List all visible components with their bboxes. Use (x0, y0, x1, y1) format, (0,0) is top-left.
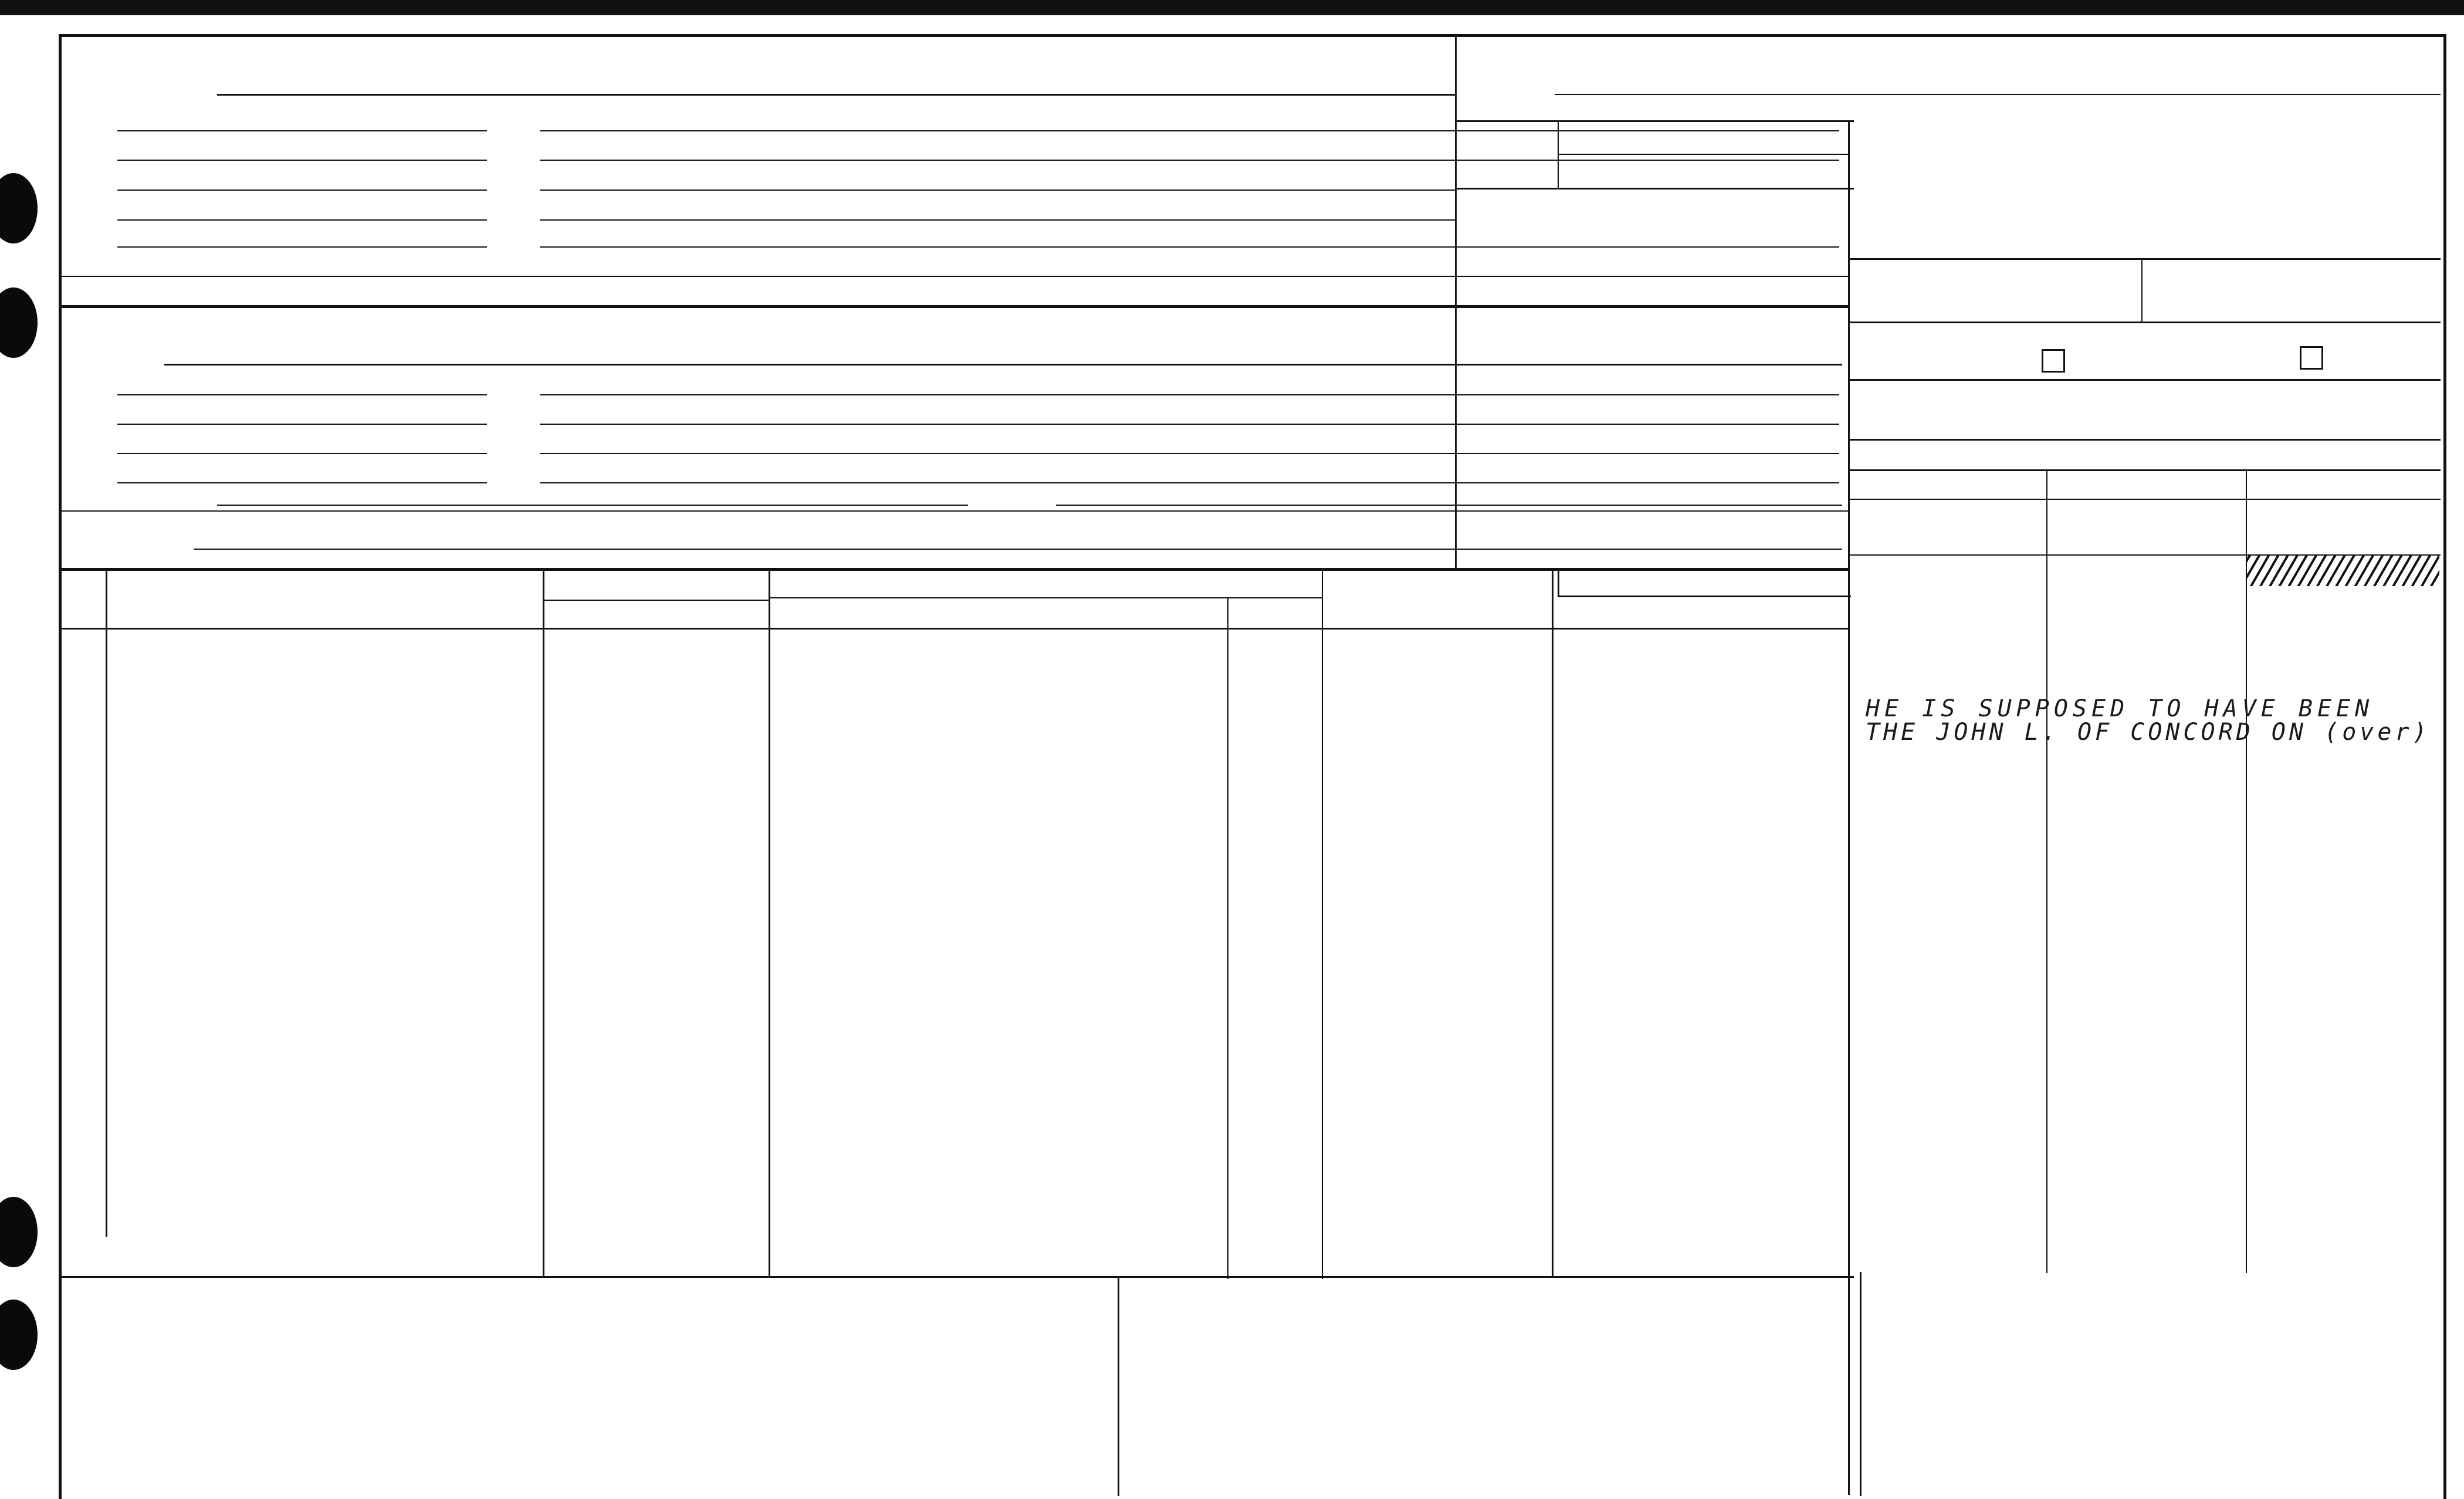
child-2-note-1: HE IS SUPPOSED TO HAVE BEEN (1866, 695, 2374, 722)
punch-hole (0, 1197, 38, 1267)
punch-hole (0, 1300, 38, 1370)
punch-hole (0, 287, 38, 358)
no-checkbox[interactable] (2300, 346, 2323, 370)
form-frame (59, 34, 2446, 1499)
punch-hole (0, 173, 38, 243)
child-2-note-2: THE JOHN L. OF CONCORD ON (over) (1866, 719, 2431, 746)
r-sealed-hatch (2247, 556, 2439, 586)
yes-checkbox[interactable] (2042, 349, 2065, 373)
top-border (0, 0, 2464, 15)
